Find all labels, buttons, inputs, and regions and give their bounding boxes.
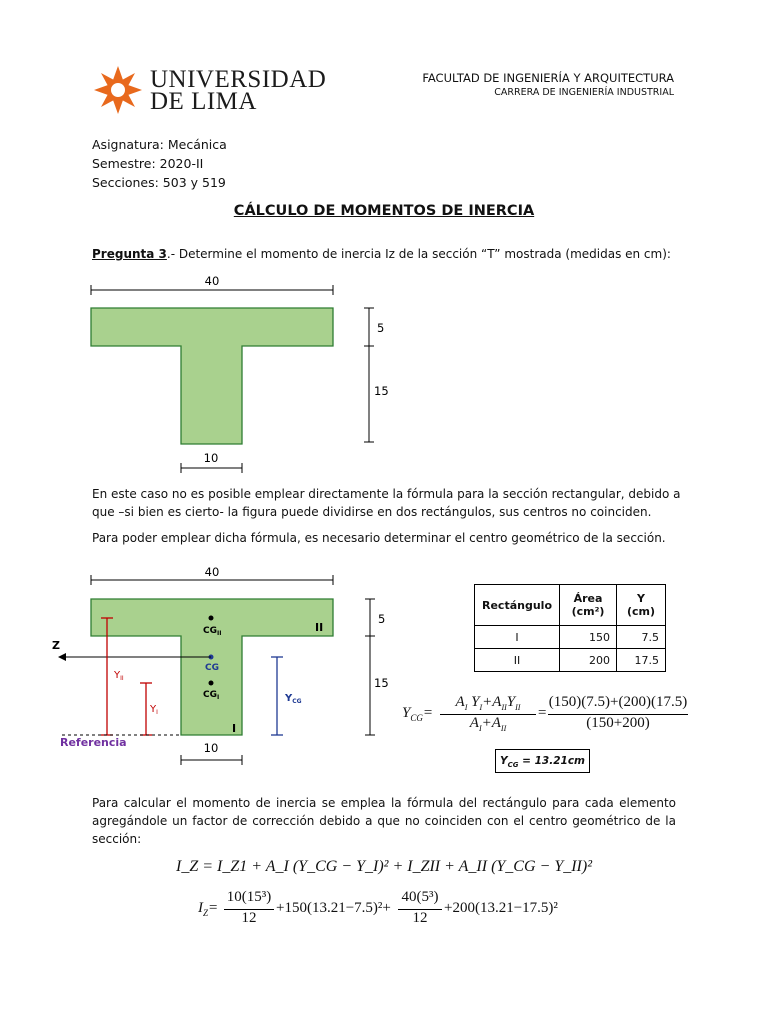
svg-text:YII — [113, 670, 124, 682]
f-num-values: (150)(7.5)+(200)(17.5) — [548, 694, 688, 710]
ycg-sub: CG — [292, 698, 302, 705]
f-n1: A — [455, 694, 465, 710]
cell: 200 — [560, 649, 617, 672]
paragraph-1: En este caso no es posible emplear directamente la fórmula para la sección rectangular, debido a que –si bien es cierto- la figura puede dividirse en dos rectángulos, sus centros no coinciden. — [92, 487, 681, 519]
f-den-values: (150+200) — [586, 715, 650, 731]
iz-term2: +200(13.21−17.5)² — [444, 900, 558, 916]
table-header-row — [475, 585, 666, 626]
ycg-label: Y — [285, 693, 293, 704]
cg1-sub: I — [217, 694, 220, 701]
paragraph-3: Para calcular el momento de inercia se emplea la fórmula del rectángulo para cada elemento agregándole un factor de corrección debido a que no coinciden con el centro geométrico de la sección: — [92, 796, 676, 846]
logo-line-2: DE LIMA — [150, 88, 257, 115]
f-d1: A — [469, 715, 479, 731]
cell: 150 — [560, 626, 617, 649]
yi-label: Y — [150, 704, 157, 715]
col-area: Área (cm²) — [560, 585, 617, 626]
dim-width-top: 40 — [204, 274, 220, 288]
question-text: .- Determine el momento de inercia Iz de la sección “T” mostrada (medidas en cm): — [166, 247, 671, 261]
f-lhs: Y — [402, 705, 411, 721]
cg1-label: CG — [203, 690, 217, 700]
f-d1s: I — [478, 724, 482, 733]
centroid-figure — [0, 560, 440, 770]
sun-logo-icon — [92, 64, 144, 116]
iz-frac2-den: 12 — [412, 910, 428, 926]
f-n1b: Y — [471, 694, 480, 710]
iz-term1: +150(13.21−7.5)²+ — [276, 900, 391, 916]
cell: I — [475, 626, 560, 649]
f-d2: +A — [481, 715, 501, 731]
table-row — [475, 626, 666, 649]
iz-frac1-den: 12 — [241, 910, 257, 926]
f-n2: +A — [482, 694, 502, 710]
svg-text:YI — [149, 704, 158, 716]
dim-width-top-2: 40 — [204, 565, 220, 579]
svg-text:YCG — [284, 693, 302, 705]
dim-flange-2: 5 — [378, 612, 386, 626]
cg2-sub: II — [217, 630, 222, 637]
result-y: Y — [500, 755, 508, 767]
cg2-label: CG — [203, 626, 217, 636]
f-d2s: II — [500, 724, 507, 733]
sections: Secciones: 503 y 519 — [92, 175, 226, 190]
ycg-result — [495, 749, 590, 773]
dim-web-2: 15 — [374, 676, 389, 690]
f-n1bs: I — [479, 703, 483, 712]
university-logo — [92, 64, 327, 116]
dim-flange: 5 — [377, 321, 385, 335]
rect-i-label: I — [232, 722, 237, 735]
career-name: CARRERA DE INGENIERÍA INDUSTRIAL — [494, 87, 674, 98]
rectangles-table — [474, 584, 666, 672]
question-label: Pregunta 3 — [92, 247, 167, 261]
result-sub: CG — [507, 761, 519, 770]
iz-formula-general: I_Z = I_Z1 + A_I (Y_CG − Y_I)² + I_ZII + A_II (Y_CG − Y_II)² — [175, 858, 592, 875]
f-n2b: Y — [506, 694, 516, 710]
iz-frac2-num: 40(5³) — [401, 889, 439, 905]
table-row — [475, 649, 666, 672]
t-section-figure — [0, 260, 768, 480]
yii-label: Y — [114, 670, 121, 681]
cell: II — [475, 649, 560, 672]
cell: 7.5 — [617, 626, 666, 649]
rect-ii-label: II — [315, 621, 324, 634]
z-axis-label: Z — [52, 639, 60, 652]
f-n1s: I — [464, 703, 468, 712]
f-lhs-sub: CG — [410, 713, 423, 723]
semester: Semestre: 2020-II — [92, 156, 204, 171]
ycg-formula: $Y_{CG}=$ $A_I$ $Y_I+A_{II}Y_{II}$ $A_I+A_{II}$ = (150)(7.5)+(200)(17.5) (150+200) — [402, 694, 688, 733]
cg-label: CG — [205, 663, 219, 673]
result-value: = 13.21cm — [518, 755, 585, 767]
paragraph-2: Para poder emplear dicha fórmula, es necesario determinar el centro geométrico de la sección. — [92, 531, 666, 545]
f-n2s: II — [501, 703, 507, 712]
subject: Asignatura: Mecánica — [92, 137, 227, 152]
course-info — [92, 135, 227, 192]
col-y: Y (cm) — [617, 585, 666, 626]
iz-formula-values: $I_Z=$ 10(15³) 12 +150(13.21−7.5)²+ 40(5³) 12 +200(13.21−17.5)² — [198, 889, 558, 926]
page-title: CÁLCULO DE MOMENTOS DE INERCIA — [233, 203, 535, 219]
svg-text:CGI — [203, 690, 219, 701]
cell: 17.5 — [617, 649, 666, 672]
yii-sub: II — [120, 675, 124, 682]
dim-width-bottom-2: 10 — [203, 741, 219, 755]
col-rectangle: Rectángulo — [475, 585, 560, 626]
dim-width-bottom: 10 — [203, 451, 219, 465]
reference-label: Referencia — [60, 736, 127, 749]
f-n2bs: II — [515, 703, 521, 712]
dim-web: 15 — [374, 384, 389, 398]
faculty-name: FACULTAD DE INGENIERÍA Y ARQUITECTURA — [422, 71, 674, 85]
iz-frac1-num: 10(15³) — [226, 889, 272, 905]
yi-sub: I — [156, 709, 158, 716]
logo-line-1: UNIVERSIDAD — [150, 66, 327, 93]
